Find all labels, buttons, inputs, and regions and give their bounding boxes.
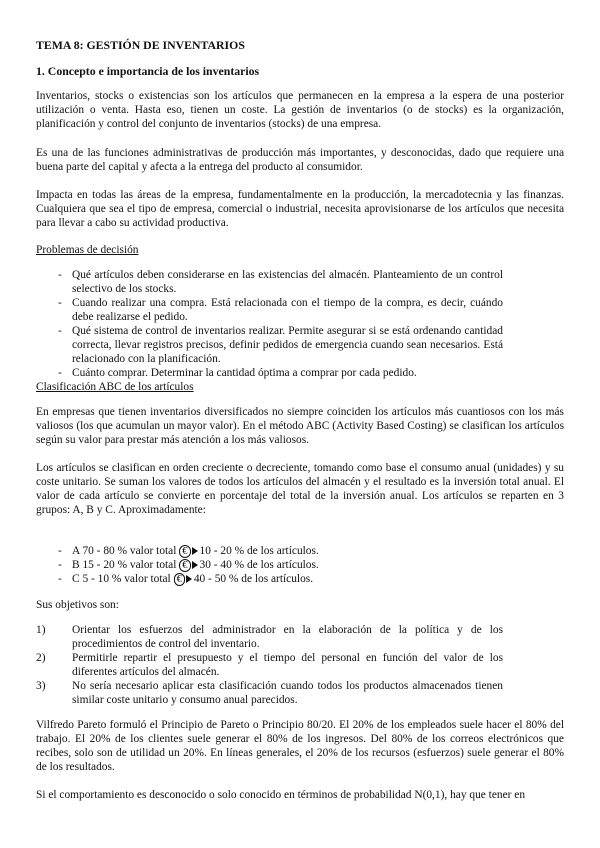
decision-list [36, 268, 564, 380]
abc-group-a: - A 70 - 80 % valor total € 10 - 20 % de los artículos. [58, 545, 319, 557]
arrow-right-icon [192, 561, 198, 569]
objectives-heading: Sus objetivos son: [36, 599, 119, 611]
list-item: - Cuánto comprar. Determinar la cantidad óptima a comprar por cada pedido. [58, 367, 417, 379]
euro-symbol: € [179, 559, 190, 572]
subheading-clasificacion-abc: Clasificación ABC de los artículos [36, 381, 194, 393]
paragraph-abc-metodo: Los artículos se clasifican en orden creciente o decreciente, tomando como base el consumo anual (unidades) y su coste unitario. Se suman los valores de todos los artículos del almacén y el resultado es la inversión total anual. El valor de cada artículo se convierte en porcentaje del total de la inversión anual. Los artículos se reparten en 3 grupos: A, B y C. Aproximadamente: [36, 462, 564, 516]
paragraph-funciones-administrativas: Es una de las funciones administrativas de producción más importantes, y desconocidas, dado que requiere una buena parte del capital y afecta a la entrega del producto al consumidor. [36, 147, 564, 173]
euro-symbol: € [179, 545, 190, 558]
arrow-right-icon [192, 547, 198, 555]
list-item: - Cuando realizar una compra. Está relacionada con el tiempo de la compra, es decir, cuándo debe realizarse el pedido. [58, 297, 503, 323]
paragraph-pareto: Vilfredo Pareto formuló el Principio de Pareto o Principio 80/20. El 20% de los empleados suele hacer el 80% del trabajo. El 20% de los clientes suele generar el 80% de los ingresos. Del 80% de los correos electrónicos que recibes, solo son de utilidad un 20%. En líneas generales, el 20% de los recursos (esfuerzos) suele generar el 80% de los resultados. [36, 719, 564, 773]
section-heading-concepto: 1. Concepto e importancia de los inventarios [36, 64, 260, 78]
list-item: 3) No sería necesario aplicar esta clasificación cuando todos los productos almacenados tienen similar coste unitario y consumo anual parecidos. [36, 680, 503, 706]
list-item: 2) Permitirle repartir el presupuesto y el tiempo del personal en función del valor de los diferentes artículos del almacén. [36, 652, 503, 678]
list-item: 1) Orientar los esfuerzos del administrador en la elaboración de la política y de los procedimientos de control del inventario. [36, 624, 503, 650]
subheading-problemas-decision: Problemas de decisión [36, 244, 139, 256]
paragraph-abc-intro: En empresas que tienen inventarios diversificados no siempre coinciden los artículos más cuantiosos con los más valiosos (los que acumulan un mayor valor). En el método ABC (Activity Based Costing) se clasifican los artículos según su valor para prestar más atención a los más valiosos. [36, 406, 564, 446]
abc-groups-list [36, 544, 564, 586]
objectives-list [36, 623, 564, 707]
paragraph-inventarios-definicion: Inventarios, stocks o existencias son los artículos que permanecen en la empresa a la espera de una posterior utilización o venta. Hasta eso, tienen un coste. La gestión de inventarios (o de stocks) es la organización, planificación y control del conjunto de inventarios (stocks) de una empresa. [36, 90, 564, 130]
list-item: - Qué sistema de control de inventarios realizar. Permite asegurar si se está ordenando cantidad correcta, llevar registros precisos, definir pedidos de emergencia cuando sean necesarios. Está relacionado con la planificación. [58, 325, 503, 365]
abc-group-b: - B 15 - 20 % valor total € 30 - 40 % de los artículos. [58, 559, 319, 571]
arrow-right-icon [186, 575, 192, 583]
paragraph-probabilidad: Si el comportamiento es desconocido o solo conocido en términos de probabilidad N(0,1), hay que tener en [36, 789, 526, 801]
abc-group-c: - C 5 - 10 % valor total € 40 - 50 % de los artículos. [58, 573, 314, 585]
paragraph-impacto-areas: Impacta en todas las áreas de la empresa, fundamentalmente en la producción, la mercadotecnia y las finanzas. Cualquiera que sea el tipo de empresa, comercial o industrial, necesita aprovisionarse de los artículos que necesita para llevar a cabo su actividad productiva. [36, 189, 564, 229]
page-title: TEMA 8: GESTIÓN DE INVENTARIOS [36, 38, 245, 52]
list-item: - Qué artículos deben considerarse en las existencias del almacén. Planteamiento de un control selectivo de los stocks. [58, 269, 503, 295]
euro-symbol: € [174, 573, 185, 586]
